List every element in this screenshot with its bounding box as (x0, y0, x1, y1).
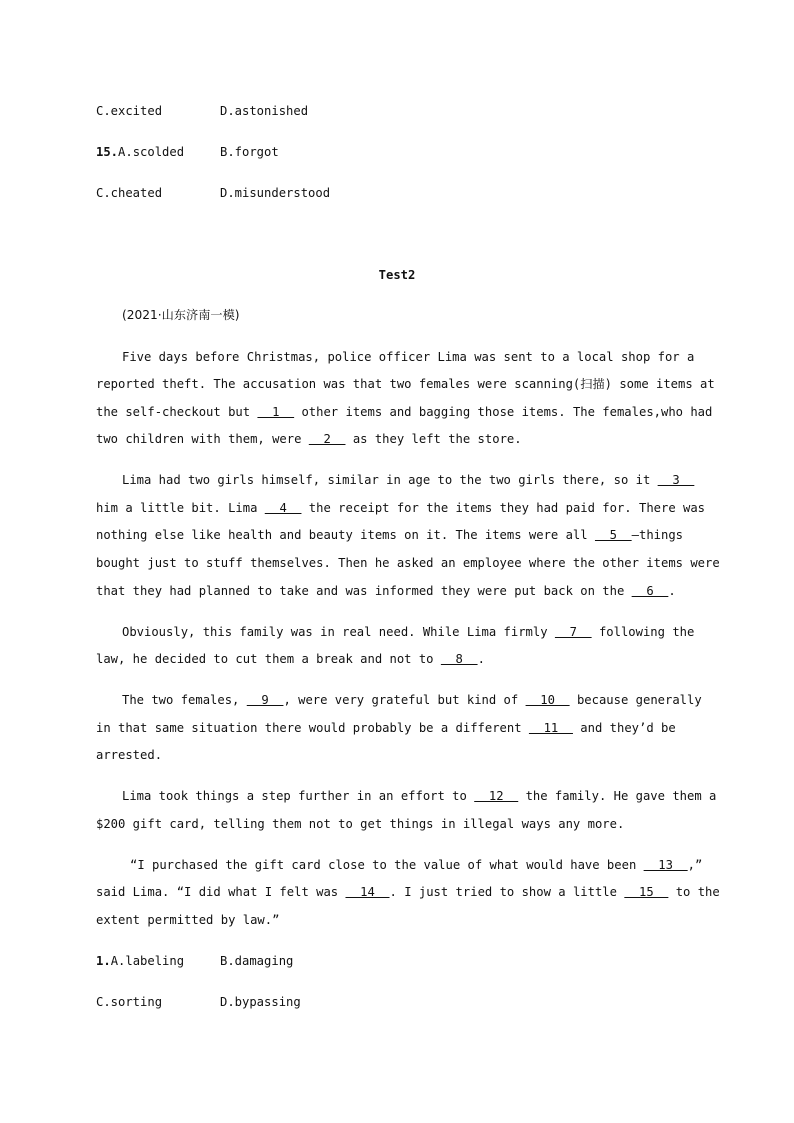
blank-8: 8 (440, 652, 478, 666)
passage-text: following the (591, 625, 695, 639)
blank-5: 5 (594, 528, 632, 542)
passage-line (96, 555, 720, 571)
passage-text: other items and bagging those items. The females,who had (294, 405, 713, 419)
blank-14: 14 (345, 885, 390, 899)
blank-15: 15 (624, 885, 669, 899)
blank-11: 11 (528, 721, 573, 735)
passage-text: . (477, 652, 485, 666)
passage-text: to the (668, 885, 720, 899)
passage-line (130, 857, 702, 873)
passage-text: . I just tried to show a little (389, 885, 625, 899)
passage-text: said Lima. “I did what I felt was (96, 885, 346, 899)
passage-line (96, 500, 705, 516)
test-title: Test2 (378, 268, 416, 282)
passage-text: Five days before Christmas, police officer Lima was sent to a local shop for a (122, 350, 695, 364)
passage-line (96, 912, 279, 928)
passage-text: ,” (687, 858, 703, 872)
passage-text: extent permitted by law.” (96, 913, 280, 927)
passage-text: that they had planned to take and was informed they were put back on the (96, 584, 632, 598)
blank-6: 6 (631, 584, 669, 598)
blank-3: 3 (657, 473, 695, 487)
passage-text: Obviously, this family was in real need. While Lima firmly (122, 625, 555, 639)
passage-line (96, 376, 715, 392)
question-number: 15. (96, 145, 119, 159)
passage-text: , were very grateful but kind of (283, 693, 526, 707)
passage-line (96, 404, 712, 420)
passage-text: —things (631, 528, 684, 542)
passage-text: because generally (569, 693, 702, 707)
blank-2: 2 (308, 432, 346, 446)
passage-line (122, 349, 694, 365)
passage-text: nothing else like health and beauty items on it. The items were all (96, 528, 595, 542)
passage-text: law, he decided to cut them a break and not to (96, 652, 441, 666)
passage-line (96, 747, 162, 763)
blank-12: 12 (474, 789, 519, 803)
passage-text: the family. He gave them a (518, 789, 717, 803)
passage-text: and they’d be (572, 721, 676, 735)
passage-text: two children with them, were (96, 432, 309, 446)
blank-4: 4 (264, 501, 302, 515)
passage-text: the self-checkout but (96, 405, 258, 419)
option-15-c: C.cheated (96, 186, 163, 200)
passage-text: “I purchased the gift card close to the value of what would have been (130, 858, 644, 872)
passage-text: Lima took things a step further in an effort to (122, 789, 475, 803)
passage-line (122, 788, 716, 804)
passage-text: $200 gift card, telling them not to get things in illegal ways any more. (96, 817, 625, 831)
passage-text: reported theft. The accusation was that two females were scanning(扫描) some items at (96, 377, 715, 391)
passage-text: as they left the store. (345, 432, 522, 446)
option-1-d: D.bypassing (220, 995, 301, 1009)
source-label: (2021·山东济南一模) (122, 308, 240, 322)
option-15-d: D.misunderstood (220, 186, 331, 200)
question-number: 1. (96, 954, 111, 968)
blank-7: 7 (554, 625, 592, 639)
passage-line (96, 583, 676, 599)
passage-line (96, 884, 720, 900)
passage-text: the receipt for the items they had paid for. There was (301, 501, 706, 515)
option-15-a: A.scolded (118, 145, 185, 159)
option-1-a: A.labeling (110, 954, 185, 968)
passage-line (96, 720, 676, 736)
option-15-b: B.forgot (220, 145, 279, 159)
blank-1: 1 (257, 405, 295, 419)
passage-line (96, 816, 624, 832)
option-1-c: C.sorting (96, 995, 163, 1009)
option-14-d: D.astonished (220, 104, 309, 118)
blank-10: 10 (525, 693, 570, 707)
passage-line (122, 692, 702, 708)
question-1-a (96, 953, 184, 969)
passage-line (96, 431, 522, 447)
blank-9: 9 (246, 693, 284, 707)
passage-line (96, 651, 485, 667)
option-1-b: B.damaging (220, 954, 294, 968)
question-15-ab (96, 144, 184, 160)
option-14-c: C.excited (96, 104, 163, 118)
passage-text: in that same situation there would probably be a different (96, 721, 529, 735)
passage-text: bought just to stuff themselves. Then he asked an employee where the other items were (96, 556, 720, 570)
passage-line (122, 624, 694, 640)
passage-text: Lima had two girls himself, similar in age to the two girls there, so it (122, 473, 658, 487)
passage-text: . (668, 584, 676, 598)
passage-line (122, 472, 694, 488)
passage-text: him a little bit. Lima (96, 501, 265, 515)
passage-text: arrested. (96, 748, 163, 762)
passage-line (96, 527, 683, 543)
blank-13: 13 (643, 858, 688, 872)
passage-text: The two females, (122, 693, 247, 707)
